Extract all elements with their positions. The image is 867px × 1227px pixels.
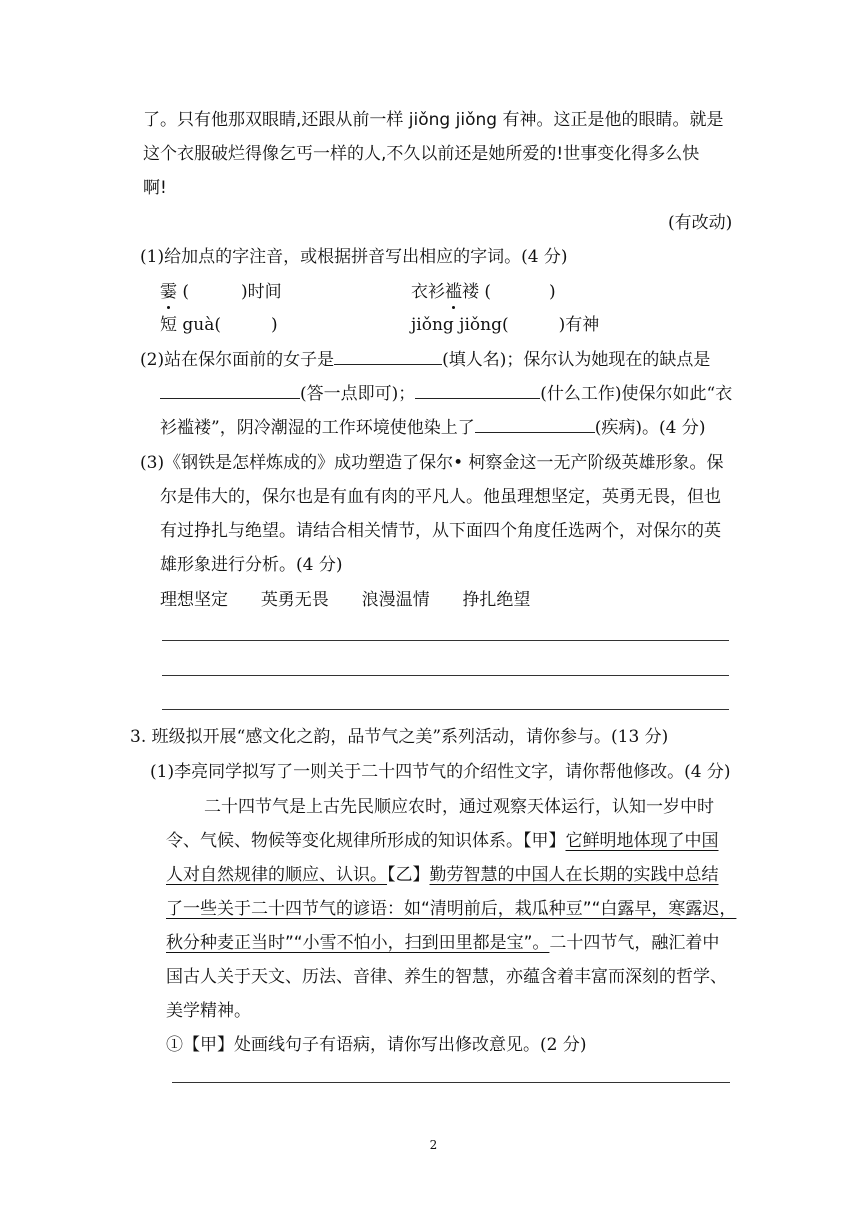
page-number: 2: [429, 1138, 438, 1152]
q3-line-3: 有过挣扎与绝望。请结合相关情节，从下面四个角度任选两个，对保尔的英: [160, 521, 721, 541]
q1-stem: (1)给加点的字注音，或根据拼音写出相应的字词。(4 分): [140, 247, 568, 267]
q2-line-1: (2)站在保尔面前的女子是 (填人名)；保尔认为她现在的缺点是: [140, 350, 711, 370]
passage-line-3: 啊!: [143, 178, 167, 198]
q2-line-3: 衫褴褛”，阴冷潮湿的工作环境使他染上了 (疾病)。(4 分): [160, 418, 706, 438]
dotted-char: 褴: [445, 282, 462, 302]
intro-text-line-3: 人对自然规律的顺应、认识。【乙】勤劳智慧的中国人在长期的实践中总结: [166, 865, 719, 885]
intro-text-line-6: 国古人关于天文、历法、音律、养生的智慧，亦蕴含着丰富而深刻的哲学、: [166, 967, 727, 987]
q3-line-1: (3)《钢铁是怎样炼成的》成功塑造了保尔• 柯察金这一无产阶级英雄形象。保: [140, 453, 724, 473]
answer-blank[interactable]: [160, 382, 300, 399]
q1-item-1: 霎 ( )时间: [160, 282, 282, 302]
intro-text-line-4: 了一些关于二十四节气的谚语：如“清明前后，栽瓜种豆”“白露早，寒露迟，: [166, 899, 737, 919]
answer-blank[interactable]: [475, 416, 595, 433]
q3-line-2: 尔是伟大的，保尔也是有血有肉的平凡人。他虽理想坚定，英勇无畏，但也: [160, 487, 721, 507]
intro-text-line-5: 秋分种麦正当时”“小雪不怕小，扫到田里都是宝”。二十四节气，融汇着中: [166, 933, 720, 953]
answer-line[interactable]: [162, 640, 729, 641]
underlined-sentence-jia: 它鲜明地体现了中国: [565, 831, 719, 851]
underlined-sentence-yi: 勤劳智慧的中国人在长期的实践中总结: [429, 865, 719, 885]
q3-angles: 理想坚定 英勇无畏 浪漫温情 挣扎绝望: [160, 590, 531, 610]
answer-blank[interactable]: [415, 382, 540, 399]
intro-text-line-1: 二十四节气是上古先民顺应农时，通过观察天体运行，认知一岁中时: [204, 797, 714, 817]
q2-line-2: (答一点即可)； (什么工作)使保尔如此“衣: [160, 382, 732, 406]
q1-item-3: 短 guà( ): [160, 315, 278, 335]
source-note: (有改动): [668, 213, 733, 233]
answer-line[interactable]: [162, 675, 729, 676]
passage-line-1: 了。只有他那双眼睛,还跟从前一样 jiǒng jiǒng 有神。这正是他的眼睛。就是: [143, 110, 724, 130]
answer-line[interactable]: [172, 1082, 730, 1083]
q1-item-2: 衣衫褴褛 ( ): [411, 282, 556, 302]
answer-line[interactable]: [162, 709, 729, 710]
intro-text-line-7: 美学精神。: [166, 1001, 251, 1021]
answer-blank[interactable]: [334, 348, 442, 365]
q3-line-4: 雄形象进行分析。(4 分): [160, 555, 343, 575]
dotted-char: 霎: [160, 282, 177, 302]
section-3-title: 3. 班级拟开展“感文化之韵，品节气之美”系列活动，请你参与。(13 分): [130, 727, 669, 747]
passage-line-2: 这个衣服破烂得像乞丐一样的人,不久以前还是她所爱的!世事变化得多么快: [143, 144, 700, 164]
intro-text-line-2: 令、气候、物候等变化规律所形成的知识体系。【甲】它鲜明地体现了中国: [166, 831, 719, 851]
question-a: ①【甲】处画线句子有语病，请你写出修改意见。(2 分): [166, 1035, 587, 1055]
section-3-sub-1: (1)李亮同学拟写了一则关于二十四节气的介绍性文字，请你帮他修改。(4 分): [150, 762, 731, 782]
q1-item-4: jiǒng jiǒng( )有神: [411, 315, 600, 335]
